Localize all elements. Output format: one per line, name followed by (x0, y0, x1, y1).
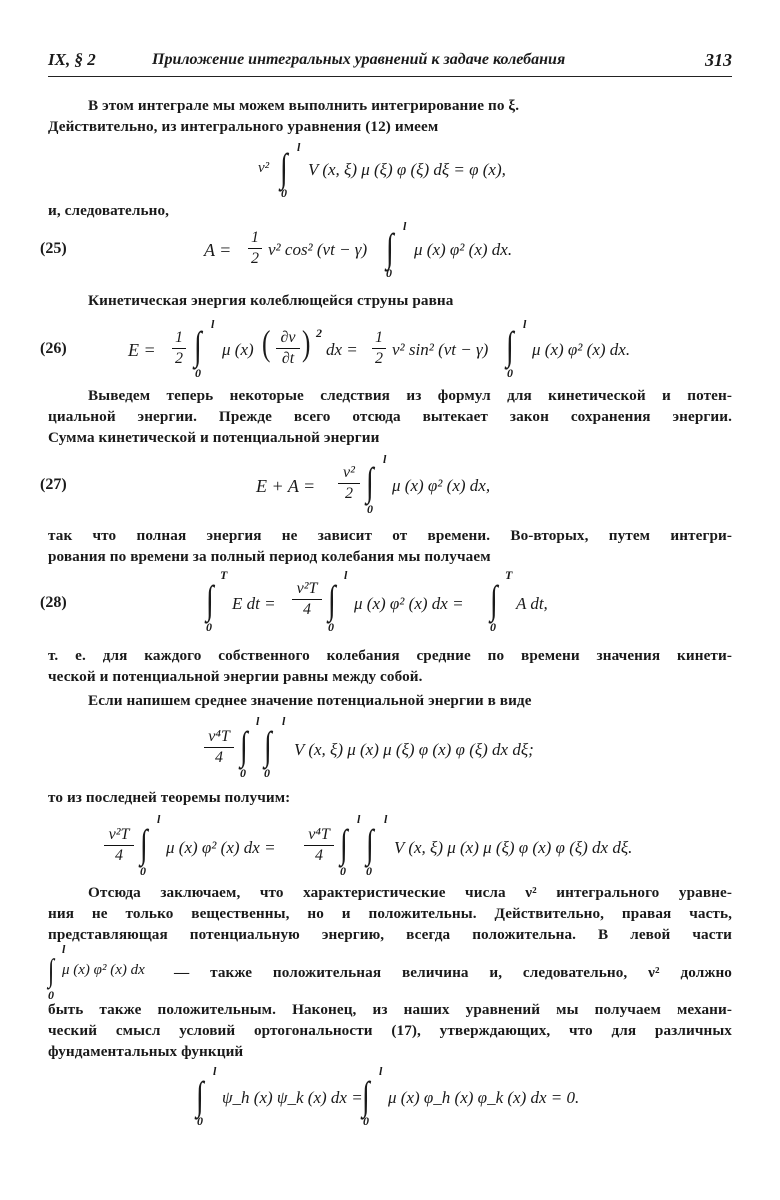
text-line: циальной энергии. Прежде всего отсюда вытекает закон сохранения энергии. (48, 408, 732, 425)
fraction-bar (248, 248, 262, 249)
equation-number: (25) (40, 240, 67, 257)
equation-number: (28) (40, 594, 67, 611)
lower-limit: 0 (195, 366, 201, 380)
fraction (104, 826, 134, 865)
math-term: ν² sin² (νt − γ) (392, 340, 489, 359)
upper-limit: l (211, 317, 215, 331)
denominator: ∂t (281, 350, 295, 367)
numerator: ∂v (280, 329, 296, 346)
denominator: 4 (315, 847, 323, 864)
fraction-bar (304, 845, 334, 846)
fraction-bar (292, 599, 322, 600)
integral-sign: ∫ (140, 821, 148, 866)
denominator: 2 (251, 250, 259, 267)
integral-sign: ∫ (506, 323, 514, 368)
lower-limit: 0 (340, 864, 346, 878)
lower-limit: 0 (490, 620, 496, 634)
fraction-bar (338, 483, 360, 484)
math-term: μ (x) φ² (x) dx (62, 962, 145, 978)
numerator: 1 (251, 229, 259, 246)
lower-limit: 0 (48, 988, 54, 1002)
integral-sign: ∫ (328, 577, 336, 622)
text-line: так что полная энергия не зависит от времени. Во-вторых, путем интегри- (48, 527, 732, 544)
fraction (276, 329, 300, 368)
numerator: ν⁴T (308, 826, 330, 843)
upper-limit: l (344, 568, 348, 582)
upper-limit: T (505, 568, 513, 582)
running-title: Приложение интегральных уравнений к задаче колебания (152, 51, 566, 68)
integral-sign: ∫ (366, 821, 374, 866)
lower-limit: 0 (366, 864, 372, 878)
text-line: Если напишем среднее значение потенциальной энергии в виде (88, 692, 532, 709)
text-line: Выведем теперь некоторые следствия из формул для кинетической и потен- (88, 387, 732, 404)
math-term: V (x, ξ) μ (x) μ (ξ) φ (x) φ (ξ) dx dξ; (294, 740, 534, 759)
numerator: ν² (343, 464, 355, 481)
numerator: 1 (175, 329, 183, 346)
lower-limit: 0 (140, 864, 146, 878)
math-term: μ (x) φ_h (x) φ_k (x) dx = 0. (388, 1088, 580, 1107)
upper-limit: l (357, 812, 361, 826)
text-line: фундаментальных функций (48, 1043, 244, 1060)
upper-limit: l (282, 714, 286, 728)
fraction-bar (204, 747, 234, 748)
math-term: ν² (258, 160, 270, 176)
integral-sign: ∫ (490, 577, 498, 622)
math-term: μ (x) φ² (x) dx. (532, 340, 631, 359)
lower-limit: 0 (363, 1114, 369, 1128)
math-term: ν² cos² (νt − γ) (268, 240, 368, 259)
numerator: ν⁴T (208, 728, 230, 745)
running-header (48, 48, 732, 77)
denominator: 2 (375, 350, 383, 367)
upper-limit: l (213, 1064, 217, 1078)
page-number: 313 (705, 50, 732, 70)
fraction (172, 329, 186, 368)
left-paren: ( (262, 323, 271, 363)
denominator: 4 (115, 847, 123, 864)
lower-limit: 0 (367, 502, 373, 516)
upper-limit: l (383, 452, 387, 466)
equation-number: (26) (40, 340, 67, 357)
fraction (204, 728, 234, 767)
upper-limit: l (297, 140, 301, 154)
integral-sign: ∫ (240, 723, 248, 768)
integral-sign: ∫ (280, 145, 288, 190)
fraction (304, 826, 334, 865)
text-line: представляющая потенциальную энергию, всегда положительна. В левой части (48, 926, 732, 943)
math-term: E = (128, 340, 156, 360)
denominator: 2 (175, 350, 183, 367)
integral-sign: ∫ (340, 821, 348, 866)
text-line: Отсюда заключаем, что характеристические числа ν² интегрального уравне- (88, 884, 732, 901)
math-term: μ (x) φ² (x) dx. (414, 240, 513, 259)
fraction (292, 580, 322, 619)
math-term: A dt, (516, 594, 548, 613)
right-paren: ) (302, 323, 311, 363)
lower-limit: 0 (197, 1114, 203, 1128)
math-term: μ (x) φ² (x) dx, (392, 476, 491, 495)
text-line: то из последней теоремы получим: (48, 789, 291, 806)
upper-limit: l (157, 812, 161, 826)
denominator: 4 (303, 601, 311, 618)
text-line: ческой и потенциальной энергии равны между собой. (48, 668, 423, 685)
integral-sign: ∫ (48, 952, 55, 988)
denominator: 4 (215, 749, 223, 766)
integral-sign: ∫ (206, 577, 214, 622)
integral-sign: ∫ (386, 225, 394, 270)
fraction-bar (372, 348, 386, 349)
upper-limit: l (256, 714, 260, 728)
lower-limit: 0 (264, 766, 270, 780)
text-line: — также положительная величина и, следовательно, ν² должно (174, 964, 732, 981)
numerator: ν²T (296, 580, 318, 597)
text-line: Кинетическая энергия колеблющейся струны равна (88, 292, 454, 309)
text-line: ческий смысл условий ортогональности (17), утверждающих, что для различных (48, 1022, 732, 1039)
math-term: dx = (326, 340, 358, 359)
lower-limit: 0 (281, 186, 287, 200)
math-term: ψ_h (x) ψ_k (x) dx = (222, 1088, 363, 1107)
upper-limit: l (523, 317, 527, 331)
fraction-bar (172, 348, 186, 349)
lower-limit: 0 (386, 266, 392, 280)
math-term: E dt = (232, 594, 276, 613)
integral-sign: ∫ (196, 1073, 204, 1118)
math-term: μ (x) (222, 340, 254, 359)
exponent: 2 (316, 326, 322, 340)
math-term: E + A = (256, 476, 316, 496)
upper-limit: l (403, 219, 407, 233)
text-line: Действительно, из интегрального уравнения (12) имеем (48, 118, 439, 135)
integral-sign: ∫ (362, 1073, 370, 1118)
text-line: Сумма кинетической и потенциальной энергии (48, 429, 380, 446)
fraction-bar (104, 845, 134, 846)
math-term: μ (x) φ² (x) dx = (166, 838, 276, 857)
upper-limit: l (379, 1064, 383, 1078)
math-term: μ (x) φ² (x) dx = (354, 594, 464, 613)
text-line: ния не только вещественны, но и положительны. Действительно, правая часть, (48, 905, 732, 922)
upper-limit: l (384, 812, 388, 826)
integral-sign: ∫ (194, 323, 202, 368)
text-line: рования по времени за полный период колебания мы получаем (48, 548, 491, 565)
denominator: 2 (345, 485, 353, 502)
equation-number: (27) (40, 476, 67, 493)
integral-sign: ∫ (366, 459, 374, 504)
section-label: IX, § 2 (48, 50, 96, 69)
math-term: V (x, ξ) μ (x) μ (ξ) φ (x) φ (ξ) dx dξ. (394, 838, 633, 857)
text-line: В этом интеграле мы можем выполнить интегрирование по ξ. (88, 97, 520, 114)
math-term: V (x, ξ) μ (ξ) φ (ξ) dξ = φ (x), (308, 160, 506, 179)
lower-limit: 0 (328, 620, 334, 634)
fraction (248, 229, 262, 268)
lower-limit: 0 (507, 366, 513, 380)
numerator: 1 (375, 329, 383, 346)
upper-limit: T (220, 568, 228, 582)
text-line: т. е. для каждого собственного колебания средние по времени значения кинети- (48, 647, 732, 664)
text-line: и, следовательно, (48, 202, 170, 219)
numerator: ν²T (108, 826, 130, 843)
integral-sign: ∫ (264, 723, 272, 768)
lower-limit: 0 (206, 620, 212, 634)
lower-limit: 0 (240, 766, 246, 780)
upper-limit: l (62, 942, 66, 956)
fraction (338, 464, 360, 503)
text-line: быть также положительным. Наконец, из наших уравнений мы получаем механи- (48, 1001, 732, 1018)
math-term: A = (204, 240, 232, 260)
fraction (372, 329, 386, 368)
fraction-bar (276, 348, 300, 349)
